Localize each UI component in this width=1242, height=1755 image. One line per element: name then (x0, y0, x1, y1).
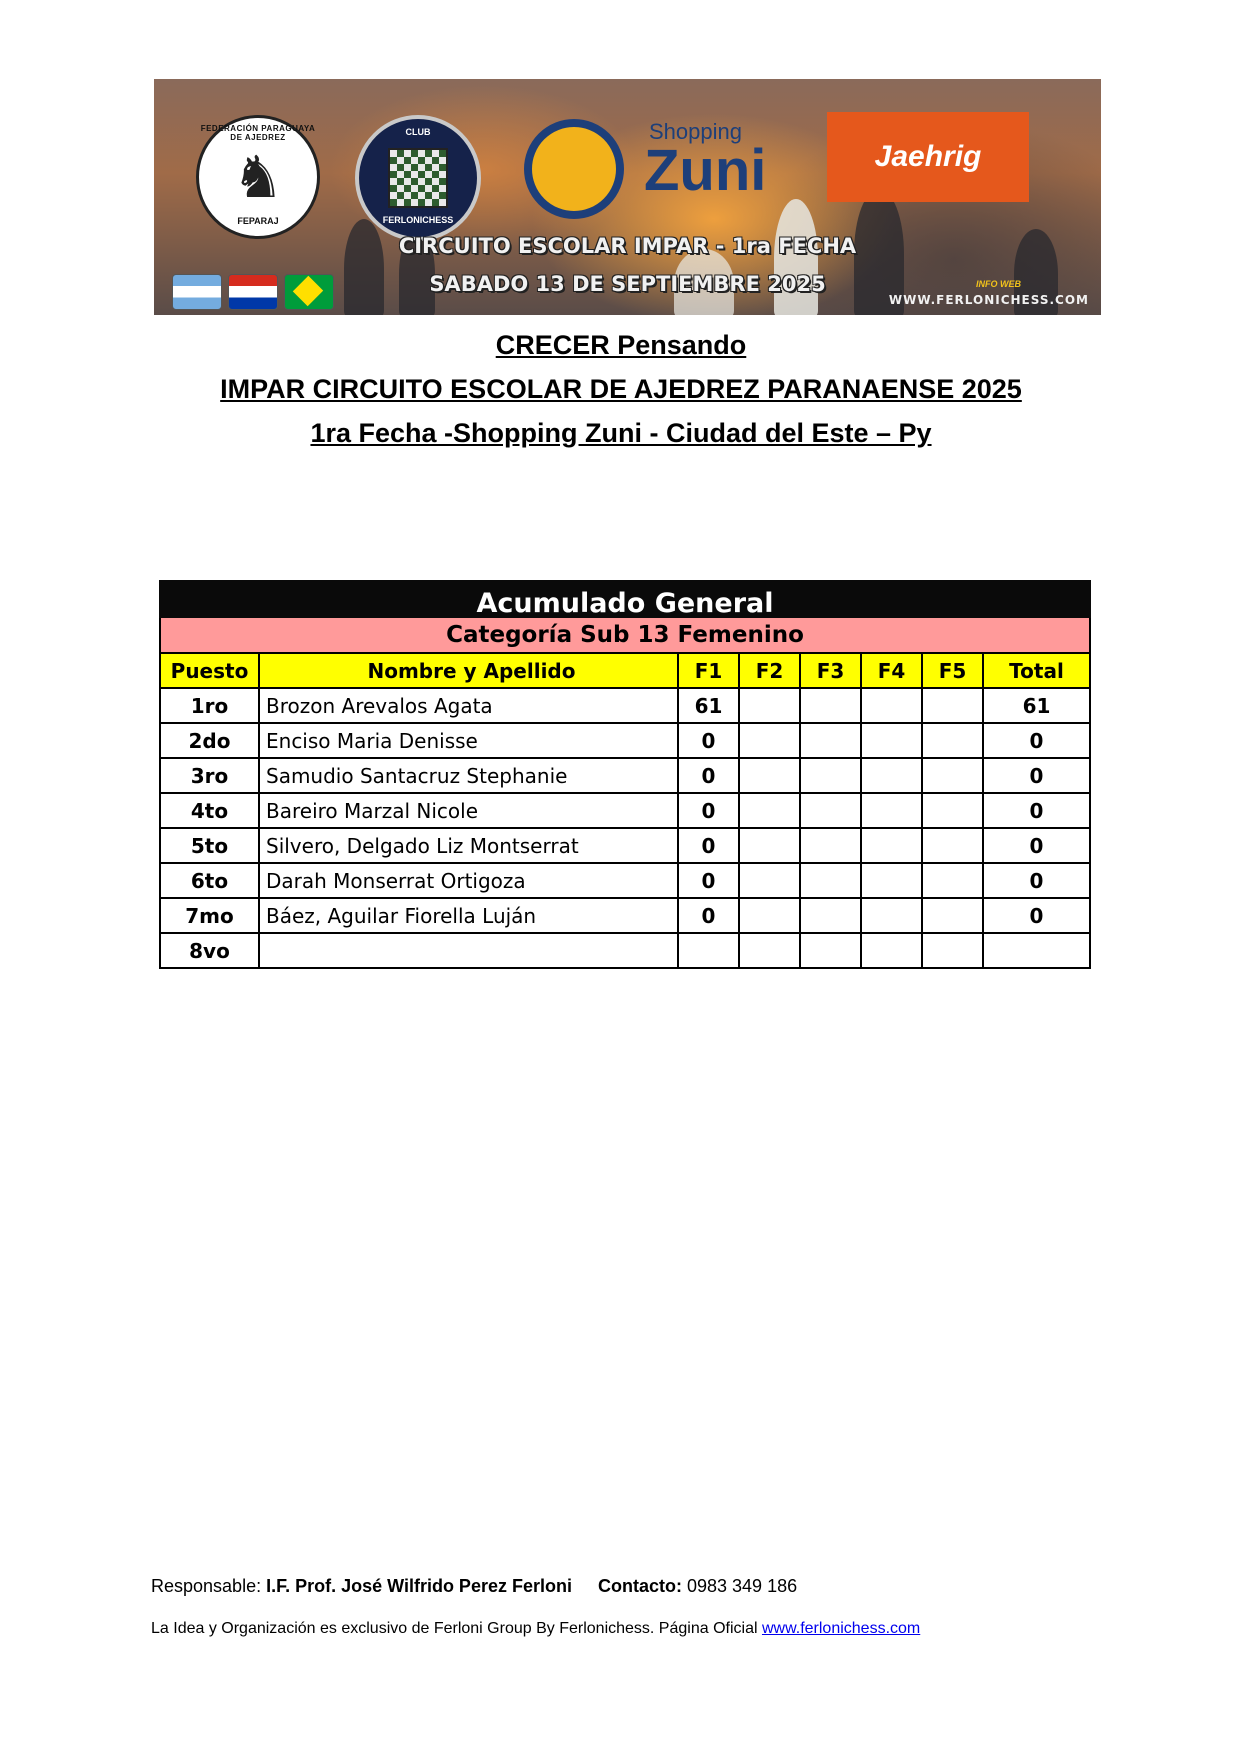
cell-nombre: Enciso Maria Denisse (259, 723, 678, 758)
cell-f1: 0 (678, 758, 739, 793)
header-row (160, 653, 1090, 688)
cell-f3 (800, 723, 861, 758)
cell-f5 (922, 933, 983, 968)
cell-f5 (922, 688, 983, 723)
col-header-f3: F3 (800, 653, 861, 688)
cell-f3 (800, 793, 861, 828)
cell-f3 (800, 758, 861, 793)
cell-f4 (861, 723, 922, 758)
cell-f4 (861, 758, 922, 793)
cell-total: 0 (983, 863, 1090, 898)
cell-total (983, 933, 1090, 968)
table-row (160, 828, 1090, 863)
cell-f5 (922, 758, 983, 793)
event-banner (154, 79, 1101, 315)
cell-puesto: 3ro (160, 758, 259, 793)
responsable-name: I.F. Prof. José Wilfrido Perez Ferloni (266, 1576, 572, 1596)
cell-f3 (800, 828, 861, 863)
table-row (160, 723, 1090, 758)
cell-nombre: Brozon Arevalos Agata (259, 688, 678, 723)
cell-puesto: 1ro (160, 688, 259, 723)
cell-nombre: Báez, Aguilar Fiorella Luján (259, 898, 678, 933)
heading-crecer-pensando: CRECER Pensando (495, 330, 747, 360)
footer-responsable-line (151, 1576, 797, 1597)
cell-f5 (922, 793, 983, 828)
cell-f2 (739, 898, 800, 933)
cell-f3 (800, 688, 861, 723)
paraguay-flag-icon (228, 274, 278, 310)
cell-f1: 0 (678, 723, 739, 758)
cell-nombre: Bareiro Marzal Nicole (259, 793, 678, 828)
heading-circuit-title: IMPAR CIRCUITO ESCOLAR DE AJEDREZ PARANAENSE 2025 (220, 374, 1022, 404)
col-header-f2: F2 (739, 653, 800, 688)
cell-puesto: 2do (160, 723, 259, 758)
cell-puesto: 4to (160, 793, 259, 828)
knight-icon: ♞ (232, 143, 284, 211)
banner-web-url: WWW.FERLONICHESS.COM (888, 293, 1089, 307)
cell-f4 (861, 898, 922, 933)
info-web-label: INFO WEB (976, 279, 1021, 289)
zuni-sun-logo-icon (524, 119, 624, 219)
col-header-puesto: Puesto (160, 653, 259, 688)
argentina-flag-icon (172, 274, 222, 310)
cell-f2 (739, 688, 800, 723)
club-label: CLUB (405, 127, 431, 137)
col-header-f1: F1 (678, 653, 739, 688)
cell-f4 (861, 863, 922, 898)
cell-total: 0 (983, 898, 1090, 933)
heading-date-location: 1ra Fecha -Shopping Zuni - Ciudad del Este – Py (310, 418, 932, 448)
cell-f5 (922, 828, 983, 863)
cell-f2 (739, 828, 800, 863)
club-name: FERLONICHESS (382, 215, 454, 225)
cell-f1 (678, 933, 739, 968)
cell-puesto: 7mo (160, 898, 259, 933)
cell-total: 0 (983, 723, 1090, 758)
cell-f1: 0 (678, 793, 739, 828)
cell-f3 (800, 898, 861, 933)
cell-f1: 61 (678, 688, 739, 723)
cell-total: 0 (983, 793, 1090, 828)
chessboard-icon (388, 148, 448, 208)
table-row (160, 758, 1090, 793)
cell-f5 (922, 863, 983, 898)
cell-f1: 0 (678, 898, 739, 933)
col-header-total: Total (983, 653, 1090, 688)
table-row (160, 793, 1090, 828)
cell-total: 61 (983, 688, 1090, 723)
brazil-flag-icon (284, 274, 334, 310)
contacto-label: Contacto: (597, 1576, 682, 1596)
cell-nombre: Samudio Santacruz Stephanie (259, 758, 678, 793)
cell-f3 (800, 863, 861, 898)
col-header-nombre: Nombre y Apellido (259, 653, 678, 688)
cell-puesto: 5to (160, 828, 259, 863)
cell-nombre (259, 933, 678, 968)
cell-f2 (739, 793, 800, 828)
cell-f4 (861, 828, 922, 863)
official-site-link[interactable]: www.ferlonichess.com (761, 1620, 921, 1637)
cell-f5 (922, 898, 983, 933)
jaehrig-brand-name: Jaehrig (874, 140, 982, 173)
zuni-shopping-label: Shopping (649, 119, 742, 144)
standings-table (159, 580, 1091, 969)
cell-nombre: Silvero, Delgado Liz Montserrat (259, 828, 678, 863)
cell-f1: 0 (678, 828, 739, 863)
cell-total: 0 (983, 828, 1090, 863)
cell-f5 (922, 723, 983, 758)
cell-total: 0 (983, 758, 1090, 793)
banner-event-title: CIRCUITO ESCOLAR IMPAR - 1ra FECHA (398, 234, 857, 258)
flags-group (172, 274, 334, 310)
col-header-f5: F5 (922, 653, 983, 688)
organization-text: La Idea y Organización es exclusivo de Ferloni Group By Ferlonichess. Página Oficial (151, 1620, 762, 1637)
col-header-f4: F4 (861, 653, 922, 688)
feparaj-logo (196, 115, 320, 239)
feparaj-acronym: FEPARAJ (237, 216, 279, 226)
category-label: Categoría Sub 13 Femenino (159, 618, 1091, 652)
cell-f4 (861, 688, 922, 723)
standings-grid (159, 652, 1091, 969)
feparaj-ring-text: FEDERACIÓN PARAGUAYA DE AJEDREZ (200, 124, 316, 142)
contacto-value: 0983 349 186 (681, 1576, 798, 1596)
cell-puesto: 8vo (160, 933, 259, 968)
banner-event-date: SABADO 13 DE SEPTIEMBRE 2025 (429, 272, 826, 296)
cell-f2 (739, 933, 800, 968)
responsable-label: Responsable: (151, 1576, 267, 1596)
cell-f4 (861, 933, 922, 968)
cell-puesto: 6to (160, 863, 259, 898)
cell-f4 (861, 793, 922, 828)
table-row (160, 863, 1090, 898)
cell-f1: 0 (678, 863, 739, 898)
table-row (160, 933, 1090, 968)
table-row (160, 688, 1090, 723)
table-row (160, 898, 1090, 933)
cell-f3 (800, 933, 861, 968)
cell-f2 (739, 863, 800, 898)
cell-f2 (739, 723, 800, 758)
cell-nombre: Darah Monserrat Ortigoza (259, 863, 678, 898)
footer-organization-line (151, 1620, 920, 1638)
cell-f2 (739, 758, 800, 793)
jaehrig-logo (827, 112, 1029, 202)
zuni-brand-name: Zuni (644, 138, 767, 203)
table-title-text: Acumulado General (476, 588, 774, 619)
ferlonichess-club-logo (355, 115, 481, 241)
table-title (159, 580, 1091, 618)
